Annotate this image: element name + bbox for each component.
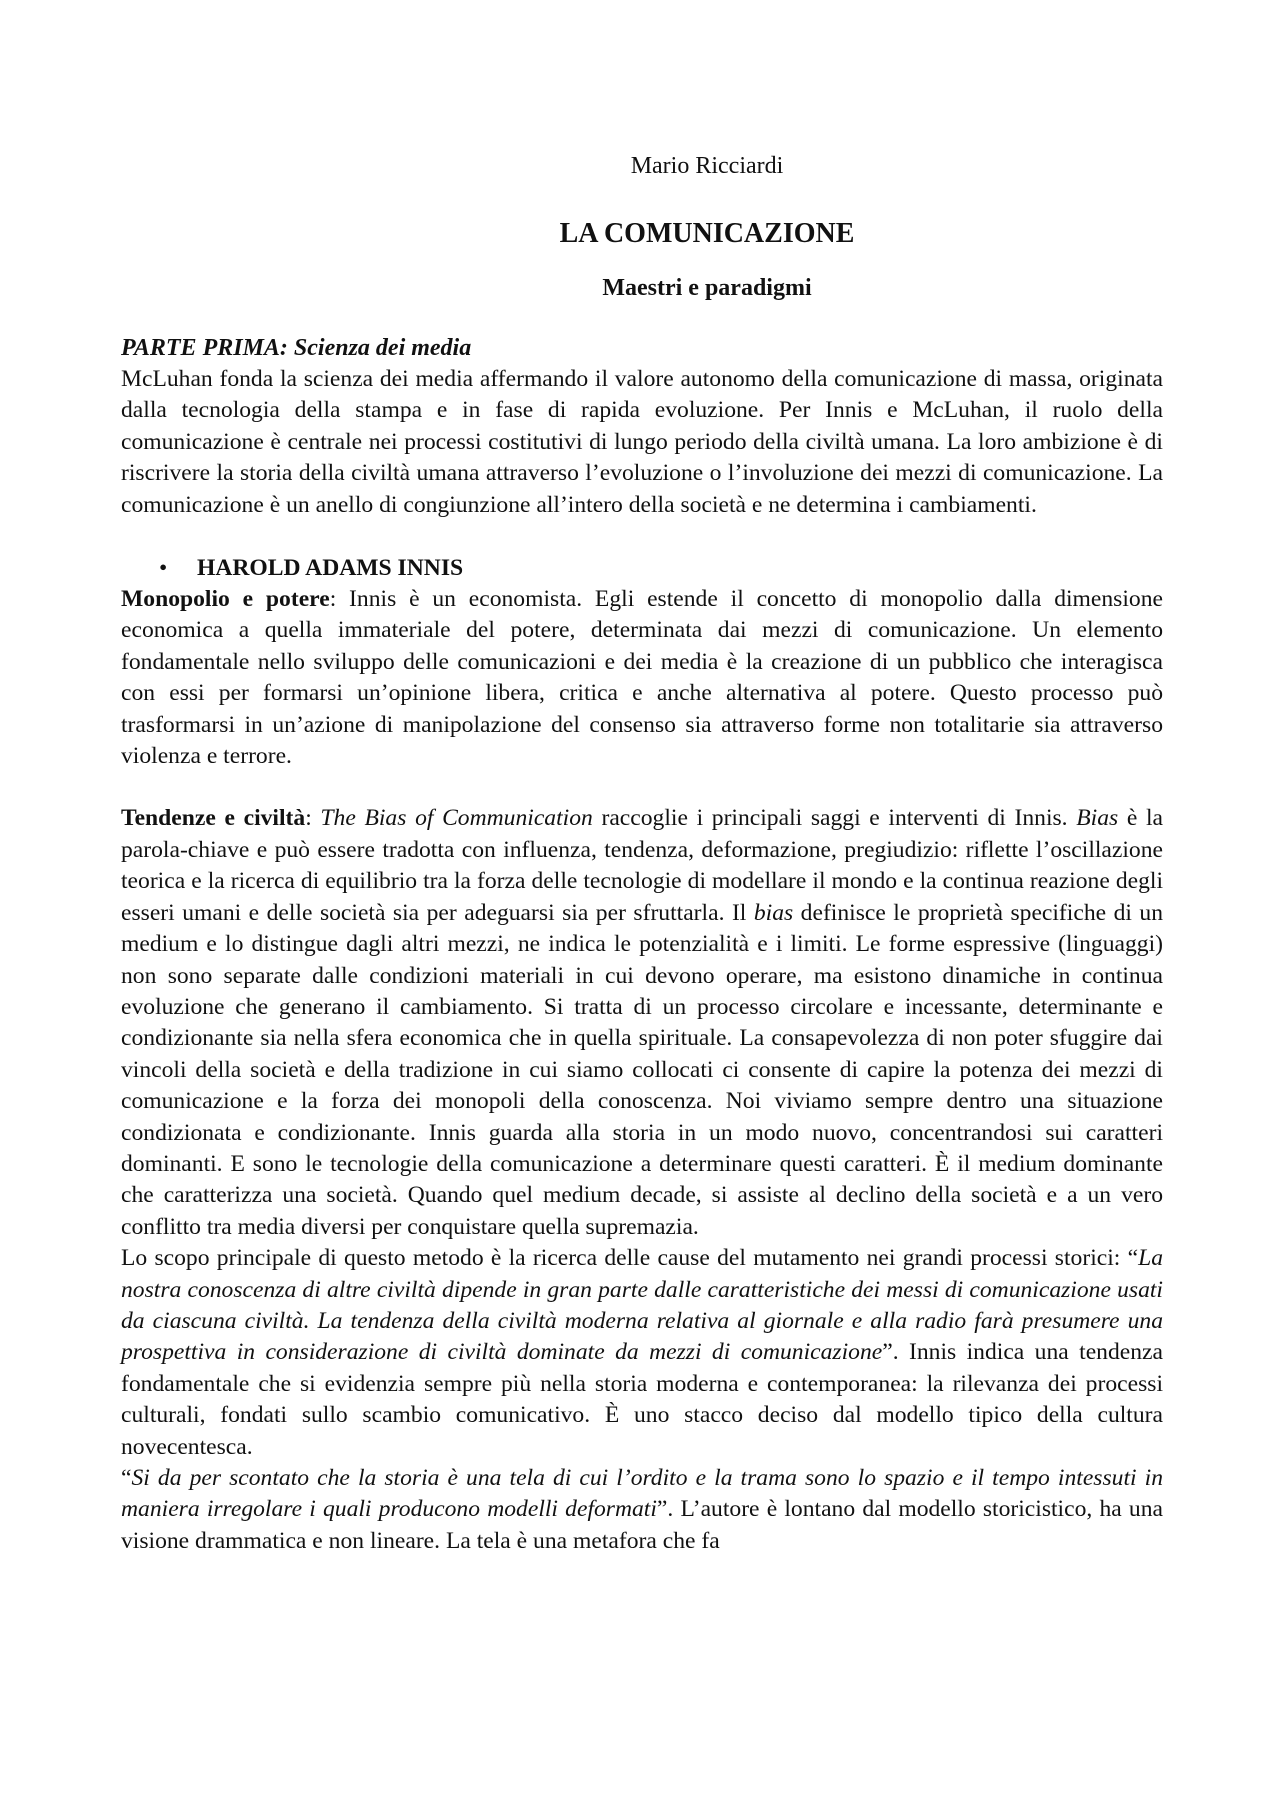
term-bias: Bias: [1076, 805, 1119, 832]
paragraph-monopolio: [121, 584, 1163, 772]
bullet-icon: •: [159, 555, 168, 582]
paragraph-monopolio-text: : Innis è un economista. Egli estende il concetto di monopolio dalla dimensione economica a quella immateriale del potere, determinata dai mezzi di comunicazione. Un elemento fondamentale nello sviluppo delle comunicazioni e dei media è la creazione di un pubblico che interagisca con essi per formarsi un’opinione libera, critica e anche alternativa al potere. Questo processo può trasformarsi in un’azione di manipolazione del consenso sia attraverso forme non totalitarie sia attraverso violenza e terrore.: [121, 586, 1163, 770]
quote-conoscenza: La nostra conoscenza di altre civiltà dipende in gran parte dalle caratteristiche dei messi di comunicazione usati da ciascuna civiltà. La tendenza della civiltà moderna relativa al giornale e alla radio farà presumere una prospettiva in considerazione di civiltà dominate da mezzi di comunicazione: [121, 1245, 1163, 1366]
spacer: [121, 772, 1163, 803]
colon: :: [305, 805, 321, 832]
part-one-heading: PARTE PRIMA: Scienza dei media: [121, 335, 472, 361]
paragraph-tela: [121, 1463, 1163, 1557]
paragraph-scopo-text-2: ”. Innis indica una tendenza fondamentale che si evidenzia sempre più nella storia moderna e contemporanea: la rilevanza dei processi culturali, fondati sullo scambio comunicativo. È uno stacco deciso dal modello tipico della cultura novecentesca.: [121, 1339, 1163, 1460]
term-bias-lower: bias: [753, 899, 794, 926]
section-heading-text: HAROLD ADAMS INNIS: [197, 555, 464, 582]
spacer: [121, 521, 1163, 552]
paragraph-tendenze-text-1: raccoglie i principali saggi e interventi di Innis.: [592, 805, 1077, 832]
author-name: Mario Ricciardi: [630, 153, 784, 179]
section-heading-innis: [159, 552, 1163, 584]
part-one-intro-paragraph: McLuhan fonda la scienza dei media affermando il valore autonomo della comunicazione di massa, originata dalla tecnologia della stampa e in fase di rapida evoluzione. Per Innis e McLuhan, il ruolo della comunicazione è centrale nei processi costitutivi di lungo periodo della civiltà umana. La loro ambizione è di riscrivere la storia della civiltà umana attraverso l’evoluzione o l’involuzione dei mezzi di comunicazione. La comunicazione è un anello di congiunzione all’intero della società e ne determina i cambiamenti.: [121, 366, 1163, 518]
book-title: The Bias of Communication: [320, 805, 593, 832]
paragraph-tendenze-text-3: definisce le proprietà specifiche di un medium e lo distingue dagli altri mezzi, ne indica le potenzialità e i limiti. Le forme espressive (linguaggi) non sono separate dalle condizioni materiali in cui devono operare, ma esistono dinamiche in continua evoluzione che generano il cambiamento. Si tratta di un processo circolare e incessante, determinante e condizionante sia nella sfera economica che in quella spirituale. La consapevolezza di non poter sfuggire dai vincoli della società e della tradizione in cui siamo collocati ci consente di capire la potenza dei mezzi di comunicazione e la forza dei monopoli della conoscenza. Noi viviamo sempre dentro una situazione condizionata e condizionante. Innis guarda alla storia in un modo nuovo, concentrandosi sui caratteri dominanti. E sono le tecnologie della comunicazione a determinare questi caratteri. È il medium dominante che caratterizza una società. Quando quel medium decade, si assiste al declino della società e a un vero conflitto tra media diversi per conquistare quella supremazia.: [121, 899, 1163, 1240]
paragraph-tendenze-text-2: è la parola-chiave e può essere tradotta con influenza, tendenza, deformazione, pregiudizio: riflette l’oscillazione teorica e la ricerca di equilibrio tra la forza delle tecnologie di modellare il mondo e la continua reazione degli esseri umani e delle società sia per adeguarsi sia per sfruttarla. Il: [121, 805, 1163, 926]
paragraph-scopo: [121, 1243, 1163, 1463]
document-subtitle: Maestri e paradigmi: [602, 275, 812, 301]
paragraph-tendenze: [121, 803, 1163, 1243]
document-title: LA COMUNICAZIONE: [559, 218, 855, 249]
term-monopolio: Monopolio e potere: [121, 586, 330, 613]
open-quote: “: [121, 1465, 132, 1491]
paragraph-scopo-text-1: Lo scopo principale di questo metodo è la ricerca delle cause del mutamento nei grandi processi storici: “: [121, 1245, 1139, 1272]
quote-tela: Si da per scontato che la storia è una tela di cui l’ordito e la trama sono lo spazio e il tempo intessuti in maniera irregolare i quali producono modelli deformati: [121, 1465, 1163, 1523]
term-tendenze: Tendenze e civiltà: [121, 805, 306, 832]
paragraph-tela-text: ”. L’autore è lontano dal modello storicistico, ha una visione drammatica e non lineare. La tela è una metafora che fa: [121, 1496, 1163, 1554]
